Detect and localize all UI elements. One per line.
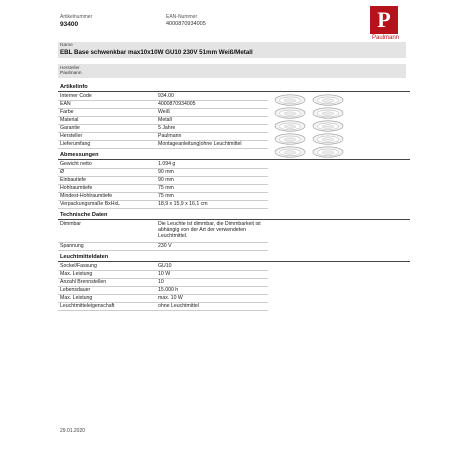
table-row: Max. Leistung max. 10 W [60,295,183,301]
brand-name: Paulmann [372,35,400,41]
table-row: Mindest-Hohlraumtiefe 75 mm [60,193,174,199]
recessed-spotlight-icon [275,108,305,118]
row-divider [58,148,268,149]
table-row: Ø 90 mm [60,169,174,175]
table-row: EAN 4000870934005 [60,101,196,107]
row-divider [58,310,268,311]
manufacturer-value: Paulmann [60,71,82,76]
section-divider [58,159,410,160]
recessed-spotlight-icon [313,147,343,157]
table-row: Anzahl Brennstellen 10 [60,279,164,285]
manufacturer-label: Hersteller [60,65,80,70]
product-name-band [58,42,406,58]
article-number-value: 93400 [60,21,79,28]
table-row: Max. Leistung 10 W [60,271,171,277]
recessed-spotlight-icon [313,134,343,144]
recessed-spotlight-icon [275,95,305,105]
recessed-spotlight-icon [275,121,305,131]
recessed-spotlight-icon [275,134,305,144]
paulmann-logo-icon: P [370,6,398,34]
table-row: Leuchtmitteleigenschaft ohne Leuchtmittel [60,303,199,309]
section-divider [58,219,410,220]
product-name: EBL Base schwenkbar max10x10W GU10 230V 51mm Weiß/Metall [60,49,253,56]
ean-value: 4000870934005 [166,21,206,27]
table-row: Hersteller Paulmann [60,133,182,139]
row-divider [58,208,268,209]
ean-label: EAN-Nummer [166,14,198,20]
table-row: Farbe Weiß [60,109,171,115]
section-title-artikelinfo: Artikelinfo [60,84,88,90]
product-image [272,94,352,162]
table-row: Garantie 5 Jahre [60,125,176,131]
row-divider [58,250,268,251]
product-name-label: Name [60,43,73,48]
recessed-spotlight-icon [313,95,343,105]
table-row: Verpackungsmaße BxHxL 18,9 x 15,9 x 16,1 cm [60,201,208,207]
table-row: Hohlraumtiefe 75 mm [60,185,174,191]
section-title-abmessungen: Abmessungen [60,152,99,158]
table-row: Spannung 230 V [60,243,172,249]
recessed-spotlight-icon [313,121,343,131]
table-row: Lebensdauer 15.000 h [60,287,179,293]
section-title-technische-daten: Technische Daten [60,212,108,218]
section-title-leuchtmitteldaten: Leuchtmitteldaten [60,254,109,260]
article-number-label: Artikelnummer [60,14,93,20]
table-row: Einbautiefe 90 mm [60,177,174,183]
table-row: Lieferumfang Montageanleitung|ohne Leuchtmittel [60,141,242,147]
recessed-spotlight-icon [313,108,343,118]
document-date: 29.01.2020 [60,428,86,434]
table-row: Gewicht netto 1.094 g [60,161,176,167]
section-divider [58,91,410,92]
manufacturer-band [58,64,406,78]
table-row: Sockel/Fassung GU10 [60,263,172,269]
table-row: Interner Code 934.00 [60,93,174,99]
table-row: Dimmbar Die Leuchte ist dimmbar, die Dimmbarkeit ist abhängig von der Art der verwendeten Leuchtmittel. [60,221,261,240]
table-row: Material Metall [60,117,172,123]
recessed-spotlight-icon [275,147,305,157]
section-divider [58,261,410,262]
